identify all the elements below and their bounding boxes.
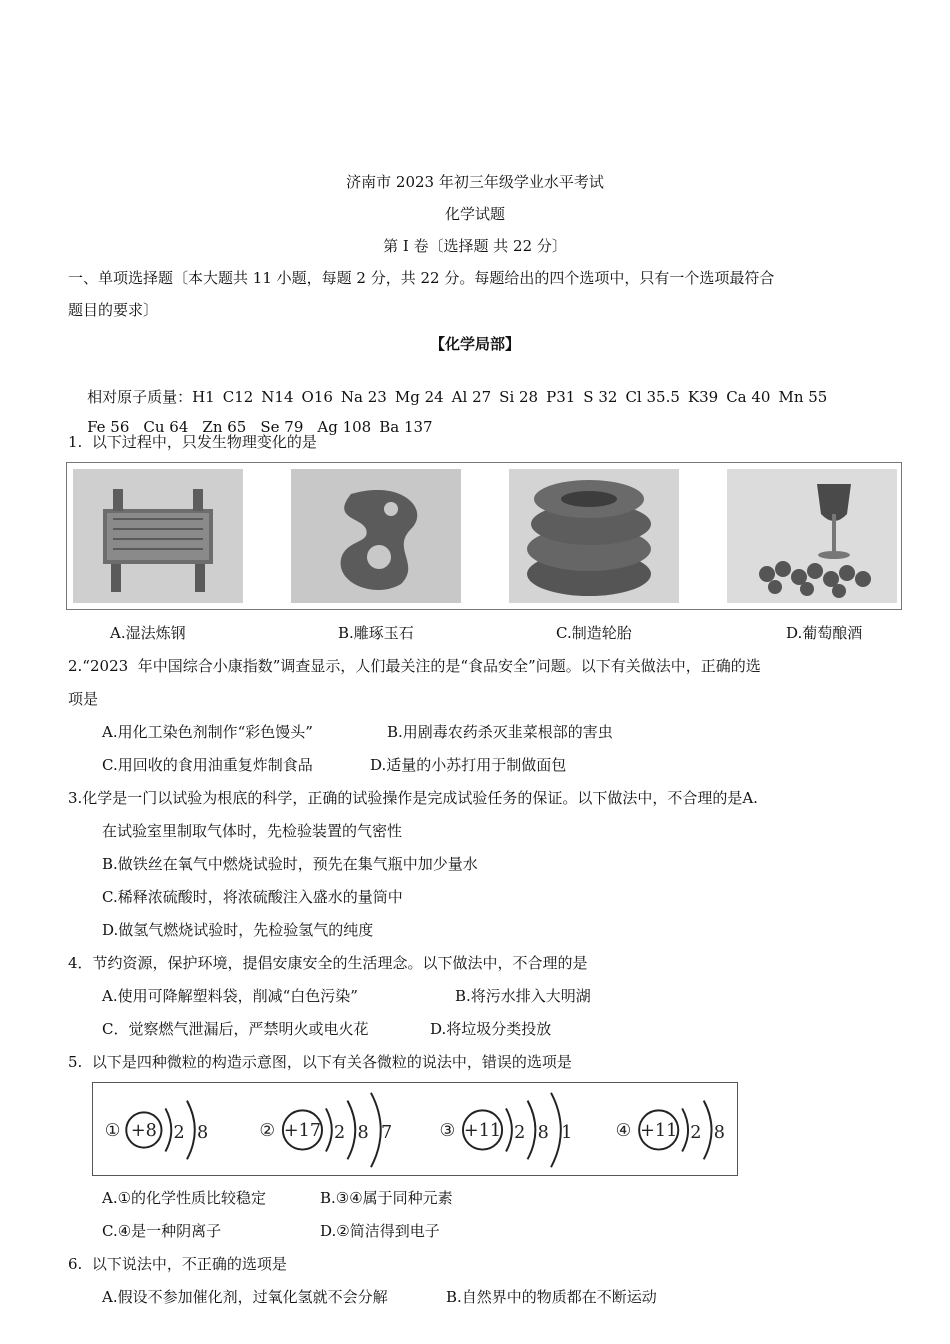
- shell-count: 2: [690, 1122, 702, 1143]
- q2-stem-line1: 2.“2023 年中国综合小康指数”调查显示，人们最关注的是“食品安全”问题。以下有关做法中，正确的选: [68, 657, 761, 675]
- shell-count: 8: [197, 1122, 209, 1143]
- shell-count: 2: [514, 1122, 526, 1143]
- q2-option-a[interactable]: A.用化工染色剂制作“彩色馒头”: [102, 723, 313, 741]
- section-subheading: 【化学局部】: [429, 335, 520, 353]
- particle-4: [616, 1101, 725, 1160]
- shell-count: 8: [713, 1122, 725, 1143]
- particle-1: [105, 1101, 208, 1160]
- q2-option-b[interactable]: B.用剧毒农药杀灭韭菜根部的害虫: [387, 723, 613, 741]
- q5-option-c[interactable]: C.④是一种阴离子: [102, 1222, 222, 1240]
- q2-option-d[interactable]: D.适量的小苏打用于制做面包: [370, 756, 567, 774]
- q3-option-c[interactable]: C.稀释浓硫酸时，将浓硫酸注入盛水的量筒中: [102, 888, 403, 906]
- atomic-mass-item: P31: [546, 388, 576, 406]
- atomic-mass-item: Ba 137: [379, 418, 433, 436]
- atomic-mass-item: N14: [261, 388, 294, 406]
- particle-nucleus: +11: [640, 1120, 678, 1141]
- atomic-mass-item: Ag 108: [317, 418, 372, 436]
- q5-option-b[interactable]: B.③④属于同种元素: [320, 1189, 453, 1207]
- atomic-mass-item: Ca 40: [726, 388, 771, 406]
- q3-stem: 3.化学是一门以试验为根底的科学，正确的试验操作是完成试验任务的保证。以下做法中，不合理的是A.: [68, 789, 758, 807]
- q4-option-a[interactable]: A.使用可降解塑料袋，削减“白色污染”: [102, 987, 358, 1005]
- particle-2: [259, 1093, 392, 1167]
- q5-option-d[interactable]: D.②简洁得到电子: [320, 1222, 440, 1240]
- atomic-mass-item: Na 23: [340, 388, 387, 406]
- particle-3: [439, 1093, 572, 1167]
- shell-count: 2: [173, 1122, 185, 1143]
- shell-count: 1: [561, 1122, 573, 1143]
- atomic-mass-item: Mn 55: [778, 388, 828, 406]
- q4-option-d[interactable]: D.将垃圾分类投放: [430, 1020, 552, 1038]
- q1-image-strip: [66, 462, 902, 610]
- jade-carving-image: [291, 469, 461, 603]
- atomic-mass-item: Cu 64: [143, 418, 189, 436]
- grape-wine-image: [727, 469, 897, 603]
- q5-option-a[interactable]: A.①的化学性质比较稳定: [102, 1189, 267, 1207]
- particle-label: ④: [615, 1120, 632, 1141]
- atomic-mass-item: Al 27: [451, 388, 492, 406]
- q6-option-b[interactable]: B.自然界中的物质都在不断运动: [446, 1288, 657, 1306]
- exam-title: 济南市 2023 年初三年级学业水平考试: [346, 173, 604, 191]
- particle-nucleus: +17: [283, 1120, 322, 1141]
- q1-option-b[interactable]: B.雕琢玉石: [338, 624, 414, 642]
- exam-part: 第 I 卷〔选择题 共 22 分〕: [383, 237, 567, 255]
- q4-stem: 4．节约资源，保护环境，提倡安康安全的生活理念。以下做法中，不合理的是: [68, 954, 588, 972]
- particle-nucleus: +11: [463, 1120, 502, 1141]
- tire-stack-image: [509, 469, 679, 603]
- q1-option-a[interactable]: A.湿法炼钢: [110, 624, 186, 642]
- particle-nucleus: +8: [130, 1120, 157, 1141]
- particle-label: ②: [259, 1120, 276, 1141]
- section-heading-line2: 题目的要求〕: [68, 301, 159, 319]
- atomic-mass-item: Fe 56: [87, 418, 130, 436]
- shell-count: 2: [334, 1122, 346, 1143]
- atomic-structure-diagram: [92, 1082, 738, 1176]
- shell-count: 8: [537, 1122, 549, 1143]
- atomic-mass-item: H1: [192, 388, 215, 406]
- exam-subject: 化学试题: [444, 205, 505, 223]
- q1-stem: 1. 以下过程中，只发生物理变化的是: [68, 433, 317, 451]
- shell-count: 8: [357, 1122, 369, 1143]
- section-heading-line1: 一、单项选择题〔本大题共 11 小题，每题 2 分，共 22 分。每题给出的四个选项中，只有一个选项最符合: [68, 269, 775, 287]
- shell-count: 7: [381, 1122, 393, 1143]
- atomic-mass-label: 相对原子质量：: [87, 388, 193, 406]
- atomic-mass-item: S 32: [583, 388, 618, 406]
- atomic-mass-item: Cl 35.5: [625, 388, 680, 406]
- q2-option-c[interactable]: C.用回收的食用油重复炸制食品: [102, 756, 313, 774]
- q5-stem: 5. 以下是四种微粒的构造示意图，以下有关各微粒的说法中，错误的选项是: [68, 1053, 572, 1071]
- particle-label: ③: [439, 1120, 456, 1141]
- atomic-mass-item: K39: [687, 388, 719, 406]
- atomic-mass-item: Se 79: [260, 418, 304, 436]
- atomic-mass-item: C12: [222, 388, 254, 406]
- q6-stem: 6. 以下说法中，不正确的选项是: [68, 1255, 287, 1273]
- q2-stem-line2: 项是: [68, 690, 99, 708]
- bronze-ding-image: [73, 469, 243, 603]
- particle-label: ①: [104, 1120, 121, 1141]
- q4-option-b[interactable]: B.将污水排入大明湖: [455, 987, 591, 1005]
- q6-option-a[interactable]: A.假设不参加催化剂，过氧化氢就不会分解: [102, 1288, 388, 1306]
- q3-option-b[interactable]: B.做铁丝在氧气中燃烧试验时，预先在集气瓶中加少量水: [102, 855, 478, 873]
- q4-option-c[interactable]: C．觉察燃气泄漏后，严禁明火或电火花: [102, 1020, 369, 1038]
- atomic-mass-item: Si 28: [499, 388, 539, 406]
- atomic-mass-item: Mg 24: [394, 388, 444, 406]
- atomic-mass-item: Zn 65: [202, 418, 247, 436]
- q1-option-c[interactable]: C.制造轮胎: [556, 624, 632, 642]
- q3-option-a[interactable]: 在试验室里制取气体时，先检验装置的气密性: [102, 822, 403, 840]
- atomic-mass-item: O16: [301, 388, 333, 406]
- q1-option-d[interactable]: D.葡萄酿酒: [786, 624, 863, 642]
- q3-option-d[interactable]: D.做氢气燃烧试验时，先检验氢气的纯度: [102, 921, 374, 939]
